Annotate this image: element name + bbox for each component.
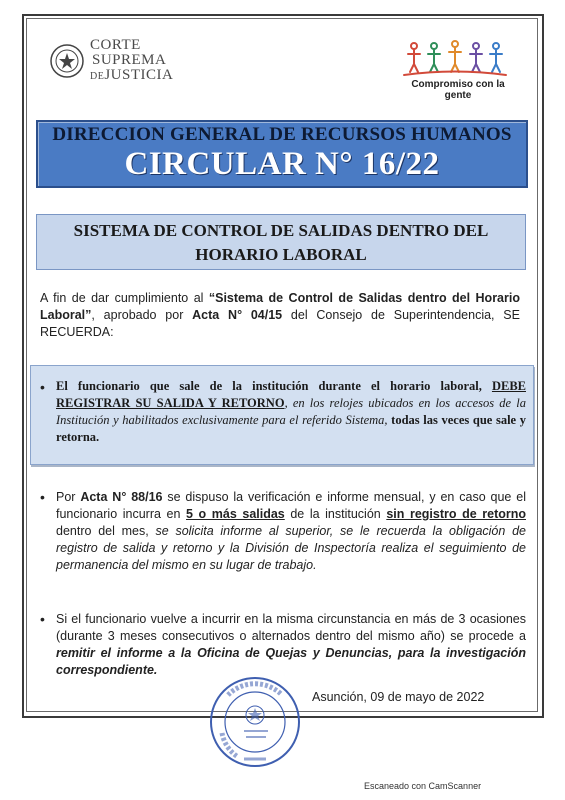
bullet-dot: •: [40, 379, 45, 395]
intro-acta: Acta N° 04/15: [192, 308, 283, 322]
title-banner: [36, 120, 528, 188]
b2-text-2: se dispuso la verificación e informe mensual, y en caso que el funcionario incurra en: [56, 490, 526, 521]
b2-text-1: Por: [56, 490, 81, 504]
b2-italic: se solicita informe al superior, se le recuerda la obligación de registro de salida y retorno y la División de Inspectoría realiza el seguimiento de permanencia del mismo en su lugar de trabajo.: [56, 524, 526, 572]
highlight-must-register: DEBE REGISTRAR SU SALIDA Y RETORNO: [56, 379, 526, 410]
intro-text-2: , aprobado por: [91, 308, 193, 322]
intro-system-name: “Sistema de Control de Salidas dentro del Horario Laboral”: [40, 291, 520, 322]
b3-bold-italic: remitir el informe a la Oficina de Quejas y Denuncias, para la investigación correspondiente.: [56, 646, 526, 677]
institution-line-3-prefix: DE: [90, 71, 105, 82]
brand-caption: Compromiso con la gente: [411, 79, 505, 101]
b2-five-exits: 5 o más salidas: [186, 507, 285, 521]
subject-line-2: HORARIO LABORAL: [195, 245, 367, 264]
department-title: DIRECCION GENERAL DE RECURSOS HUMANOS: [52, 124, 512, 145]
highlight-text: [56, 378, 526, 446]
bullet-dot: •: [40, 611, 45, 627]
b2-text-4: dentro del mes,: [56, 524, 156, 538]
highlight-bold-1: El funcionario que sale de la institución durante el horario laboral,: [56, 379, 492, 393]
bullet-recurrence: [56, 611, 526, 679]
court-seal-icon: [50, 44, 84, 78]
official-stamp-icon: [208, 675, 302, 769]
bullet-dot: •: [40, 489, 45, 505]
signature-date: Asunción, 09 de mayo de 2022: [312, 690, 485, 704]
highlight-italic: , en los relojes ubicados en los accesos de la Institución y habilitados exclusivamente para el referido Sistema,: [56, 396, 526, 427]
subject-line-1: SISTEMA DE CONTROL DE SALIDAS DENTRO DEL: [73, 221, 489, 240]
scanner-note: Escaneado con CamScanner: [364, 781, 482, 791]
institution-line-2: SUPREMA: [92, 52, 167, 68]
institution-line-1: CORTE: [90, 37, 141, 53]
intro-text-1: A fin de dar cumplimiento al: [40, 291, 209, 305]
bullet-verification: [56, 489, 526, 574]
circular-number: CIRCULAR N° 16/22: [124, 146, 440, 182]
b3-text-1: Si el funcionario vuelve a incurrir en la misma circunstancia en más de 3 ocasiones (durante 3 meses consecutivos o alternados dentro del mismo año) se procede a: [56, 612, 526, 643]
intro-paragraph: [40, 290, 520, 341]
intro-text-3: del Consejo de Superintendencia, SE RECUERDA:: [40, 308, 520, 339]
people-logo-icon: [400, 38, 510, 78]
subject-banner: [36, 214, 526, 270]
highlight-bold-2: todas las veces que sale y retorna.: [56, 413, 526, 444]
b2-acta: Acta N° 88/16: [80, 490, 163, 504]
institution-line-3: JUSTICIA: [104, 67, 174, 83]
b2-no-return: sin registro de retorno: [386, 507, 526, 521]
institution-name: [90, 38, 173, 84]
b2-text-3: de la institución: [284, 507, 387, 521]
